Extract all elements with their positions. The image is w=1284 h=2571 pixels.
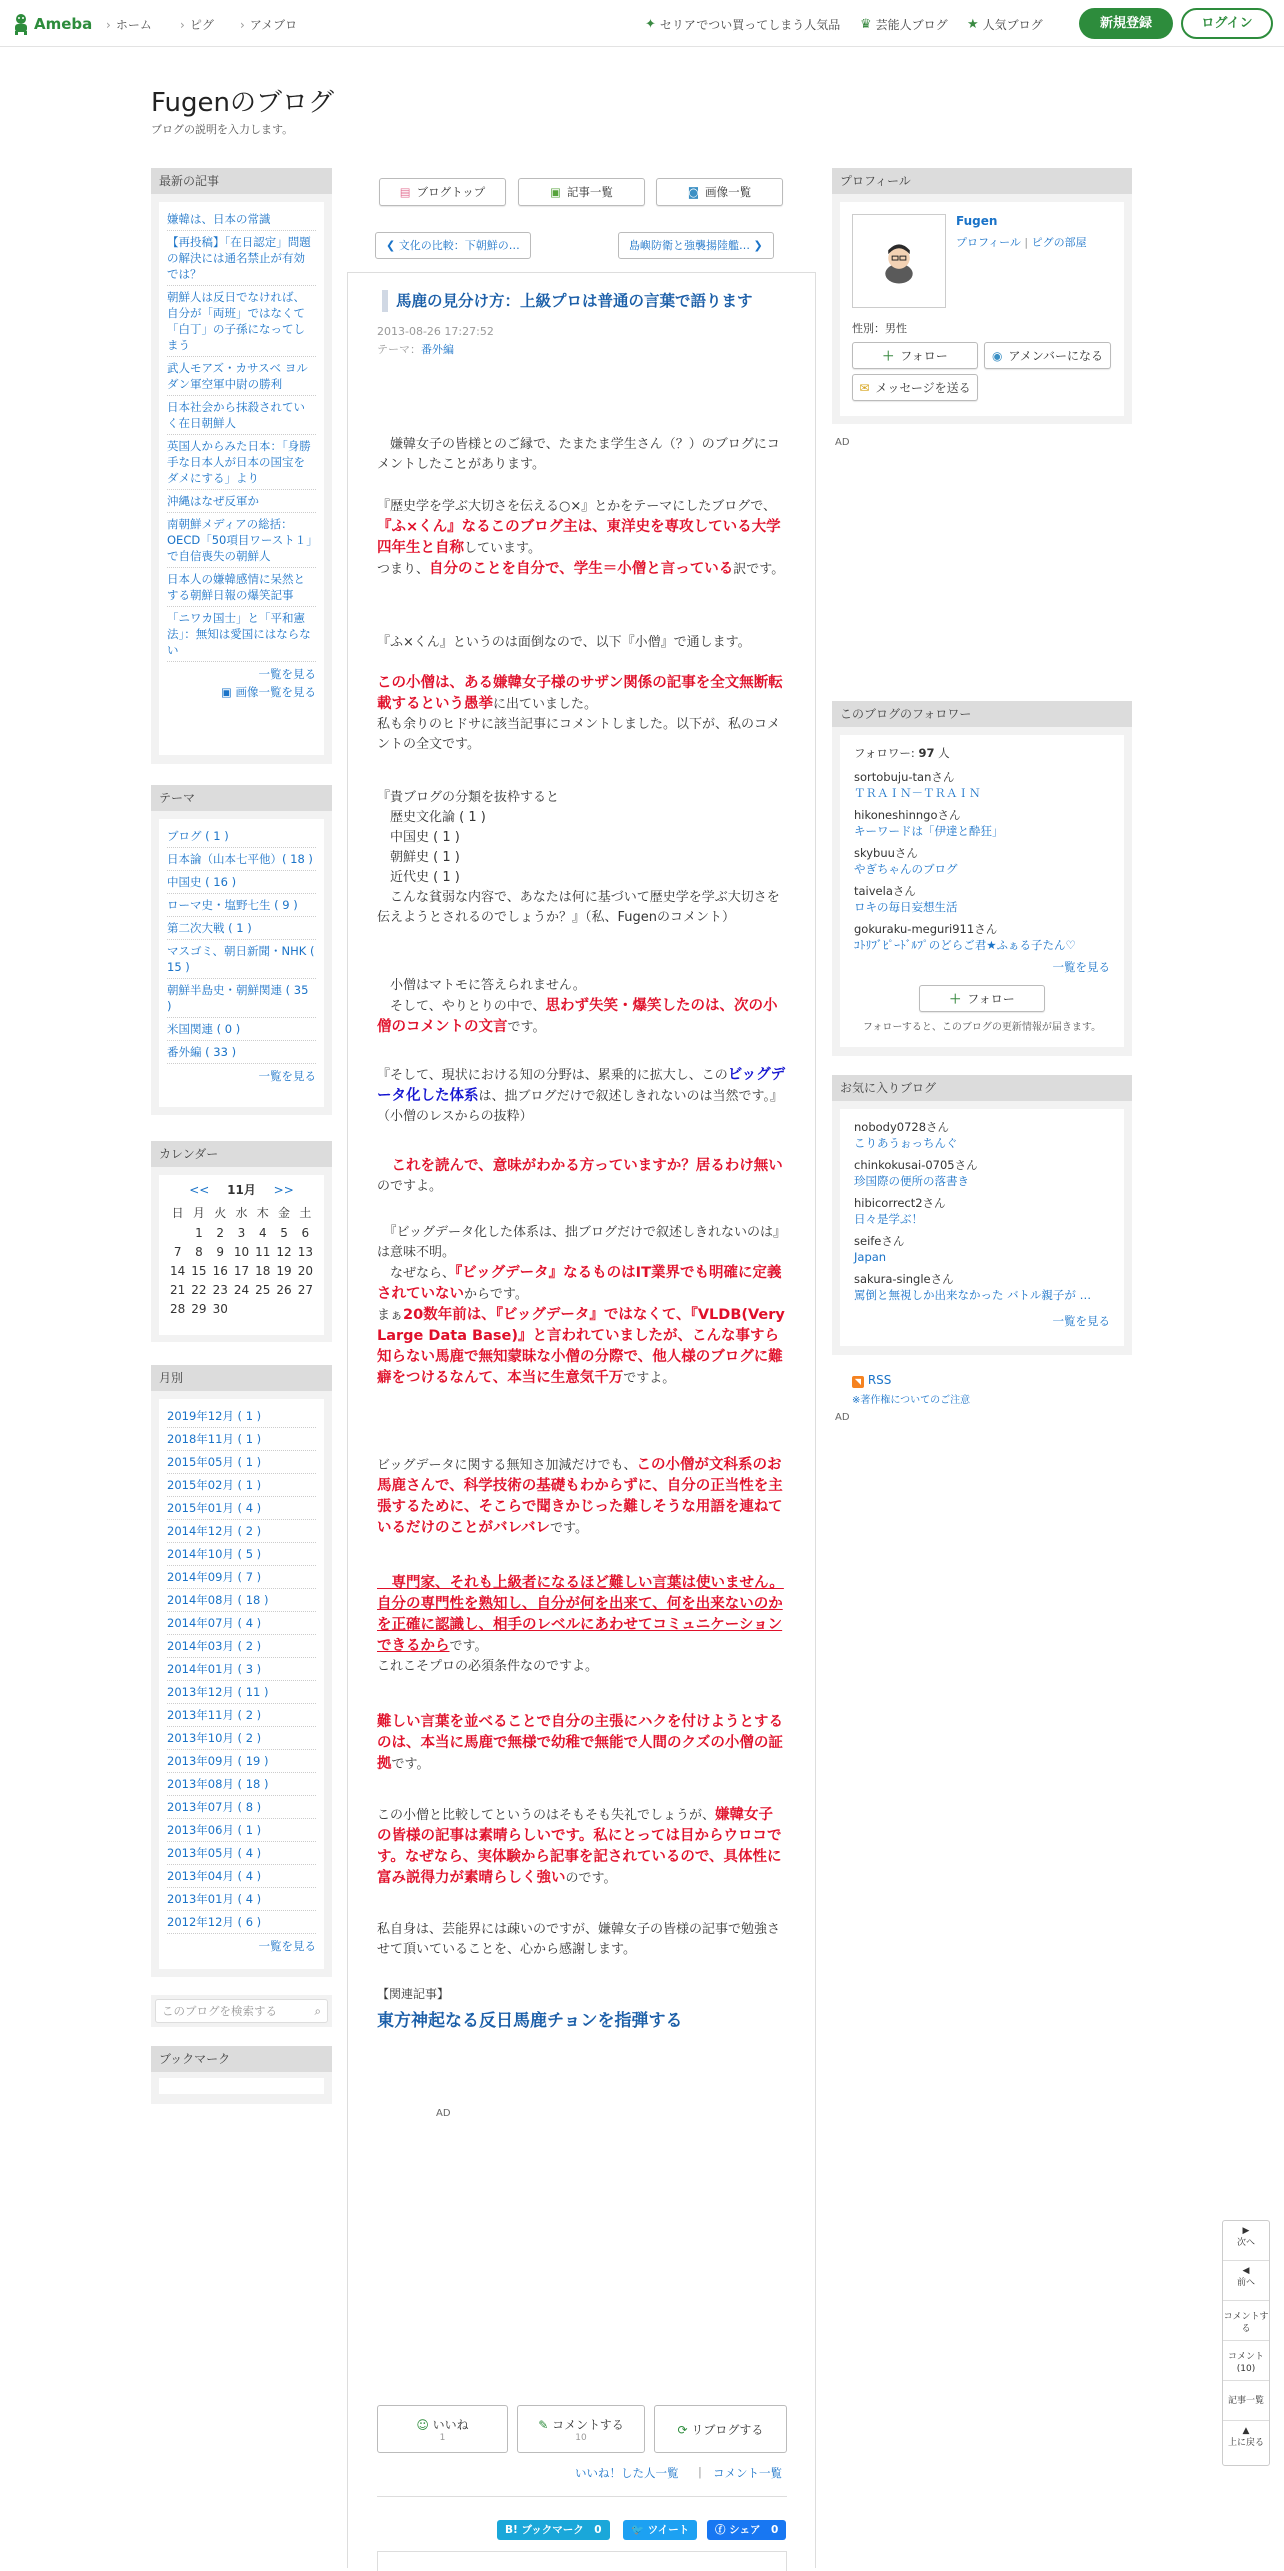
calendar-day <box>295 1302 316 1316</box>
monthly-archive-link[interactable]: 2013年08月 ( 18 ) <box>167 1773 316 1796</box>
calendar-day: 3 <box>237 1226 246 1240</box>
calendar-day: 2 <box>216 1226 225 1240</box>
monthly-archive-link[interactable]: 2013年09月 ( 19 ) <box>167 1750 316 1773</box>
blog-search-input[interactable] <box>155 1999 328 2023</box>
recent-post-link[interactable]: 武人モアズ・カサスベ ヨルダン軍空軍中尉の勝利 <box>167 357 316 396</box>
follower-user: gokuraku-meguri911さん <box>854 922 998 936</box>
nav-pigg[interactable] <box>180 16 214 33</box>
home-icon: ▤ <box>399 185 411 199</box>
comment-label: コメントする <box>552 2417 624 2432</box>
favorite-user: nobody0728さん <box>854 1120 950 1134</box>
side-nav-article-list[interactable] <box>1223 2381 1269 2421</box>
reblog-label: リブログする <box>691 2422 764 2437</box>
monthly-archive-link[interactable]: 2014年10月 ( 5 ) <box>167 1543 316 1566</box>
bookmark-widget <box>151 2046 332 2104</box>
favorite-blog: 罵倒と無視しか出来なかった バトル親子が … <box>854 1288 1092 1302</box>
rss-link[interactable] <box>852 1373 891 1388</box>
themes-widget <box>151 785 332 1115</box>
star-icon: ★ <box>967 17 979 32</box>
calendar-day: 5 <box>280 1226 288 1240</box>
image-list-label: 画像一覧 <box>705 185 752 199</box>
tweet-button[interactable] <box>623 2520 697 2540</box>
divider <box>377 2496 787 2497</box>
rss-icon: ◥ <box>852 1376 864 1388</box>
member-icon: ◉ <box>992 348 1003 363</box>
sparkle-icon: ✦ <box>645 17 656 32</box>
recent-post-link[interactable]: 「ニワカ国士」と「平和憲法」：無知は愛国にはならない <box>167 607 316 662</box>
recent-post-link[interactable]: 南朝鮮メディアの総括：OECD「50項目ワースト１」で自信喪失の朝鮮人 <box>167 513 316 568</box>
plus-icon: ＋ <box>949 992 962 1006</box>
recent-posts-header: 最新の記事 <box>151 168 332 194</box>
calendar-day-header: 水 <box>235 1206 248 1220</box>
follower-item[interactable] <box>854 807 1110 839</box>
chevron-right-icon: › <box>106 18 111 32</box>
blog-search-widget <box>151 1995 332 2027</box>
calendar-day: 26 <box>276 1283 292 1297</box>
article-paragraph: 『そして、現状における知の分野は、累乗的に拡大し、このビッグデータ化した体系は、拙ブログだけで叙述しきれないのは当然です。』（小僧のレスからの抜粋） <box>377 1067 786 1124</box>
follower-item[interactable] <box>854 845 1110 877</box>
calendar-day-header: 木 <box>256 1206 269 1220</box>
followers-header: このブログのフォロワー <box>832 701 1132 727</box>
calendar-day: 8 <box>195 1245 203 1259</box>
calendar-day: 28 <box>170 1302 186 1316</box>
comment-form-card <box>377 2551 787 2571</box>
monthly-archive-link[interactable]: 2013年07月 ( 8 ) <box>167 1796 316 1819</box>
hatena-label: B! ブックマーク <box>505 2524 584 2536</box>
favorite-blog: 珍国際の便所の落書き <box>854 1174 969 1188</box>
blog-description: ブログの説明を入力します。 <box>151 123 294 136</box>
favorite-blog: Japan <box>854 1250 887 1264</box>
follower-count-value: 97 <box>918 746 935 760</box>
related-articles-label: 【関連記事】 <box>377 1987 450 2001</box>
calendar-day: 27 <box>297 1283 313 1297</box>
favorite-blog-item[interactable] <box>854 1233 1110 1265</box>
follower-count <box>854 745 1110 761</box>
image-list-more-link[interactable] <box>167 684 316 702</box>
nav-popular-label: 人気ブログ <box>982 18 1043 32</box>
monthly-archive-link[interactable]: 2013年11月 ( 2 ) <box>167 1704 316 1727</box>
follower-count-label: フォロワー: <box>854 746 915 760</box>
play-right-icon: ▶ <box>1242 2226 1250 2236</box>
recent-posts-more-link[interactable]: 一覧を見る <box>258 667 316 681</box>
calendar-day: 23 <box>212 1283 228 1297</box>
triangle-up-icon: ▲ <box>1242 2426 1250 2436</box>
theme-link[interactable]: 第二次大戦 ( 1 ) <box>167 917 316 940</box>
tweet-label: ツイート <box>647 2524 690 2536</box>
document-list-icon: ▣ <box>550 185 561 199</box>
article-paragraph: 『ふ×くん』というのは面倒なので、以下『小僧』で通します。 <box>377 635 751 650</box>
reblog-button[interactable] <box>654 2405 787 2453</box>
chevron-right-icon: › <box>240 18 245 32</box>
nav-home[interactable] <box>106 16 152 33</box>
nav-pigg-label: ピグ <box>189 18 214 32</box>
monthly-archive-link[interactable]: 2014年07月 ( 4 ) <box>167 1612 316 1635</box>
calendar-day <box>273 1302 294 1316</box>
monthly-archive-link[interactable]: 2015年01月 ( 4 ) <box>167 1497 316 1520</box>
follower-blog: ロキの毎日妄想生活 <box>854 900 958 914</box>
follow-note: フォローすると、このブログの更新情報が届きます。 <box>862 1022 1102 1033</box>
follow-button[interactable] <box>852 342 978 369</box>
next-article-label: 島嶼防衛と強襲揚陸艦… <box>629 239 750 252</box>
calendar-day: 21 <box>170 1283 186 1297</box>
follower-blog: ＴＲＡＩＮ－ＴＲＡＩＮ <box>854 786 981 800</box>
favorite-user: hibicorrect2さん <box>854 1196 946 1210</box>
favorite-blog-item[interactable] <box>854 1119 1110 1151</box>
ad-label: AD <box>436 2108 451 2119</box>
calendar-day: 24 <box>233 1283 250 1297</box>
blog-top-button[interactable] <box>379 178 506 206</box>
side-nav-comment-label: コメントする <box>1223 2312 1269 2334</box>
chevron-right-icon: ❯ <box>750 239 763 252</box>
ad-label: AD <box>835 1412 850 1423</box>
liked-users-link[interactable]: いいね！した人一覧 <box>575 2466 679 2480</box>
follower-blog: やぎちゃんのブログ <box>854 862 958 876</box>
calendar-day <box>252 1302 273 1316</box>
calendar-month: 11月 <box>227 1183 256 1197</box>
recent-post-link[interactable]: 日本社会から抹殺されていく在日朝鮮人 <box>167 396 316 435</box>
article-list-button[interactable] <box>518 178 645 206</box>
facebook-icon: ⓕ <box>715 2524 730 2536</box>
calendar-prev-month[interactable]: << <box>189 1183 210 1197</box>
calendar-day-header: 土 <box>299 1206 312 1220</box>
link-separator: | <box>698 2465 702 2479</box>
monthly-archive-link[interactable]: 2014年12月 ( 2 ) <box>167 1520 316 1543</box>
article-container <box>347 272 816 2568</box>
followers-widget <box>832 701 1132 1056</box>
image-icon: ▣ <box>220 685 236 699</box>
message-label: メッセージを送る <box>875 381 971 395</box>
related-article-link[interactable]: 東方神起なる反日馬鹿チョンを指弾する <box>377 2011 683 2031</box>
next-article-link[interactable] <box>618 232 774 259</box>
follower-user: hikoneshinngoさん <box>854 808 961 822</box>
side-nav-article-list-label: 記事一覧 <box>1227 2396 1264 2406</box>
send-message-button[interactable] <box>852 374 978 401</box>
side-nav-next-label: 次へ <box>1236 2238 1255 2248</box>
article-theme <box>377 341 454 357</box>
monthly-archive-link[interactable]: 2013年06月 ( 1 ) <box>167 1819 316 1842</box>
comment-icon: ✎ <box>538 2417 553 2432</box>
calendar-day: 7 <box>173 1245 182 1259</box>
monthly-more-link[interactable]: 一覧を見る <box>258 1939 316 1953</box>
calendar-day <box>231 1302 252 1316</box>
monthly-archive-link[interactable]: 2013年04月 ( 4 ) <box>167 1865 316 1888</box>
ameba-logo-icon <box>12 13 30 35</box>
theme-link[interactable]: ブログ ( 1 ) <box>167 825 316 848</box>
calendar-day: 25 <box>255 1283 271 1297</box>
favorite-user: chinkokusai-0705さん <box>854 1158 978 1172</box>
recent-post-link[interactable]: 英国人からみた日本：「身勝手な日本人が日本の国宝をダメにする」より <box>167 435 316 490</box>
monthly-archive-link[interactable]: 2015年05月 ( 1 ) <box>167 1451 316 1474</box>
nav-celebrity-blogs[interactable] <box>860 16 948 33</box>
comment-button[interactable] <box>517 2405 645 2453</box>
favorite-user: seifeさん <box>854 1234 905 1248</box>
favorite-blog: 日々是学ぶ！ <box>854 1212 923 1226</box>
calendar-day: 13 <box>297 1245 313 1259</box>
follow-label: フォロー <box>967 992 1015 1006</box>
side-nav-top-label: 上に戻る <box>1227 2438 1264 2448</box>
recent-post-link[interactable]: 朝鮮人は反日でなければ、自分が「両班」ではなくて「白丁」の子孫になってしまう <box>167 286 316 357</box>
fb-share-label: シェア <box>729 2524 761 2536</box>
ameba-logo-text: Ameba <box>34 15 93 33</box>
article-paragraph: 私自身は、芸能界には疎いのですが、嫌韓女子の皆様の記事で勉強させて頂いていることを、心から感謝します。 <box>377 1922 781 1957</box>
calendar-day-header: 日 <box>171 1206 184 1220</box>
calendar-day-header: 火 <box>214 1206 227 1220</box>
play-left-icon: ◀ <box>1242 2266 1250 2276</box>
favorite-blog-item[interactable] <box>854 1271 1110 1303</box>
recent-post-link[interactable]: 日本人の嫌韓感情に呆然とする朝鮮日報の爆笑記事 <box>167 568 316 607</box>
profile-name[interactable]: Fugen <box>956 214 998 228</box>
follower-item[interactable] <box>854 769 1110 801</box>
monthly-archive-header: 月別 <box>151 1365 332 1391</box>
calendar-day: 10 <box>233 1245 250 1259</box>
reblog-icon: ⟳ <box>677 2422 692 2437</box>
calendar-day: 1 <box>195 1226 203 1240</box>
article-paragraph: 小僧はマトモに答えられません。 そして、やりとりの中で、思わず失笑・爆笑したのは、次の小僧のコメントの文言です。 <box>377 978 778 1035</box>
calendar-day-header: 月 <box>192 1206 205 1220</box>
monthly-archive-link[interactable]: 2013年10月 ( 2 ) <box>167 1727 316 1750</box>
nav-home-label: ホーム <box>115 18 152 32</box>
smile-icon: ☺ <box>416 2417 433 2432</box>
calendar-day: 16 <box>212 1264 228 1278</box>
theme-link[interactable]: 日本論（山本七平他）( 18 ) <box>167 848 316 871</box>
profile-header: プロフィール <box>832 168 1132 194</box>
article-paragraph: 『ビッグデータ化した体系は、拙ブログだけで叙述しきれないのは』は意味不明。 なぜなら、『ビッグデータ』なるものはIT業界でも明確に定義されていないからです。 まぁ20数年前は、『ビッグデータ』ではなくて、『VLDB(Very Large Data Base)』と言われていましたが、こんな事すら知らない馬鹿で無知蒙昧な小僧の分際で、他人様のブログに難癖をつけるなんて、本当に生意気千万ですよ。 <box>377 1225 786 1386</box>
follower-blog: キーワードは「伊達と酔狂」 <box>854 824 1004 838</box>
recent-post-link[interactable]: 嫌韓は、日本の常識 <box>167 208 316 231</box>
monthly-archive-link[interactable]: 2018年11月 ( 1 ) <box>167 1428 316 1451</box>
calendar-day: 20 <box>297 1264 313 1278</box>
global-header <box>0 0 1284 47</box>
article-paragraph: 専門家、それも上級者になるほど難しい言葉は使いません。自分の専門性を熟知し、自分が何を出来て、何を出来ないのかを正確に認識し、相手のレベルにあわせてコミュニケーションできるからです。 これこそプロの必須条件なのですよ。 <box>377 1575 784 1674</box>
fb-share-count: 0 <box>770 2524 779 2536</box>
hatena-bookmark-button[interactable] <box>497 2520 610 2540</box>
calendar-day: 12 <box>276 1245 292 1259</box>
article-list-label: 記事一覧 <box>566 185 613 199</box>
side-nav-prev-label: 前へ <box>1236 2278 1255 2288</box>
follower-count-unit: 人 <box>938 746 950 760</box>
calendar-day: 9 <box>216 1245 225 1259</box>
chevron-right-icon: › <box>180 18 185 32</box>
side-nav-prev[interactable] <box>1223 2261 1269 2301</box>
article-title[interactable]: 馬鹿の見分け方：上級プロは普通の言葉で語ります <box>382 290 782 312</box>
calendar-day: 6 <box>301 1226 310 1240</box>
calendar-day: 30 <box>212 1302 228 1316</box>
follow-button-2[interactable] <box>919 985 1045 1012</box>
article-theme-label: テーマ： <box>377 343 421 356</box>
monthly-archive-link[interactable]: 2014年09月 ( 7 ) <box>167 1566 316 1589</box>
theme-link[interactable]: 朝鮮半島史・朝鮮関連 ( 35 ) <box>167 979 316 1018</box>
nav-celebrity-label: 芸能人ブログ <box>875 18 948 32</box>
themes-header: テーマ <box>151 785 332 811</box>
calendar-day: 17 <box>233 1264 250 1278</box>
article-paragraph: 難しい言葉を並べることで自分の主張にハクを付けようとするのは、本当に馬鹿で無様で幼稚で無能で人間のクズの小僧の証拠です。 <box>377 1714 783 1772</box>
favorite-blogs-widget <box>832 1075 1132 1355</box>
article-date: 2013-08-26 17:27:52 <box>377 325 494 338</box>
side-nav-comment[interactable] <box>1223 2301 1269 2341</box>
theme-link[interactable]: 番外編 ( 33 ) <box>167 1041 316 1064</box>
follower-user: sortobuju-tanさん <box>854 770 955 784</box>
follower-user: taivelaさん <box>854 884 916 898</box>
monthly-archive-link[interactable]: 2014年03月 ( 2 ) <box>167 1635 316 1658</box>
avatar-image <box>853 215 945 307</box>
search-icon[interactable]: ⌕ <box>314 2004 321 2018</box>
favorite-blog-item[interactable] <box>854 1195 1110 1227</box>
nav-trending-label: セリアでつい買ってしまう人気品 <box>659 18 841 32</box>
pigg-room-link[interactable]: ピグの部屋 <box>1031 236 1087 249</box>
monthly-archive-link[interactable]: 2012年12月 ( 6 ) <box>167 1911 316 1934</box>
monthly-archive-link[interactable]: 2013年05月 ( 4 ) <box>167 1842 316 1865</box>
monthly-archive-link[interactable]: 2014年01月 ( 3 ) <box>167 1658 316 1681</box>
follow-label: フォロー <box>900 349 948 363</box>
calendar-day: 15 <box>191 1264 207 1278</box>
monthly-archive-link[interactable]: 2014年08月 ( 18 ) <box>167 1589 316 1612</box>
camera-icon: ◙ <box>687 185 700 199</box>
calendar-widget <box>151 1141 332 1342</box>
prev-article-label: 文化の比較：下朝鮮の… <box>398 239 520 252</box>
favorite-blogs-more-link[interactable]: 一覧を見る <box>1052 1314 1110 1328</box>
image-list-more-label: 画像一覧を見る <box>235 685 316 699</box>
hatena-count: 0 <box>594 2524 602 2536</box>
copyright-note-link[interactable]: ※著作権についてのご注意 <box>852 1395 971 1406</box>
envelope-icon: ✉ <box>859 380 870 395</box>
follower-item[interactable] <box>854 883 1110 915</box>
ameba-logo[interactable] <box>12 13 92 35</box>
follower-item[interactable] <box>854 921 1110 953</box>
twitter-icon: 🐦 <box>631 2524 648 2536</box>
follower-blog: ｺﾄﾘﾌﾞﾋﾟｰﾄﾞﾙﾌﾟのどらご君★ふぁる子たん♡ <box>854 938 1076 952</box>
facebook-share-button[interactable] <box>707 2520 786 2540</box>
calendar-header: カレンダー <box>151 1141 332 1167</box>
signup-button[interactable]: 新規登録 <box>1079 8 1173 39</box>
theme-link[interactable]: 米国関連 ( 0 ) <box>167 1018 316 1041</box>
theme-link[interactable]: ローマ史・塩野七生 ( 9 ) <box>167 894 316 917</box>
monthly-archive-widget <box>151 1365 332 1977</box>
member-label: アメンバーになる <box>1008 349 1103 363</box>
side-nav-back-to-top[interactable] <box>1223 2421 1269 2461</box>
blog-title[interactable]: Fugenのブログ <box>151 88 334 118</box>
recent-post-link[interactable]: 沖縄はなぜ反軍か <box>167 490 316 513</box>
side-nav-next[interactable] <box>1223 2221 1269 2261</box>
crown-icon: ♛ <box>860 17 872 32</box>
login-button[interactable]: ログイン <box>1181 8 1273 39</box>
side-nav-comment-count-label: コメント(10) <box>1227 2352 1264 2374</box>
nav-popular-blogs[interactable] <box>967 16 1043 33</box>
calendar-day: 11 <box>255 1245 271 1259</box>
profile-link[interactable]: プロフィール <box>956 236 1021 249</box>
favorite-blogs-header: お気に入りブログ <box>832 1075 1132 1101</box>
profile-links: プロフィール | ピグの部屋 <box>956 236 1087 249</box>
blog-top-label: ブログトップ <box>416 185 486 199</box>
nav-ameblo[interactable] <box>240 16 297 33</box>
calendar-day-header: 金 <box>278 1206 291 1220</box>
search-placeholder: このブログを検索する <box>162 2004 277 2018</box>
monthly-archive-link[interactable]: 2013年12月 ( 11 ) <box>167 1681 316 1704</box>
monthly-archive-link[interactable]: 2013年01月 ( 4 ) <box>167 1888 316 1911</box>
article-paragraph: これを読んで、意味がわかる方っていますか？居るわけ無いのですよ。 <box>377 1158 783 1194</box>
article-paragraph: 『貴ブログの分類を抜枠すると 歴史文化論 ( 1 ) 中国史 ( 1 ) 朝鮮史 ( 1 ) 近代史 ( 1 ) こんな貧弱な内容で、あなたは何に基づいて歴史学を学ぶ大切さを伝えようとされるのでしょうか？』（私、Fugenのコメント） <box>377 790 780 925</box>
article-paragraph: この小僧と比較してというのはそもそも失礼でしょうが、嫌韓女子の皆様の記事は素晴らしいです。私にとっては目からウロコです。なぜなら、実体験から記事を記されているので、具体性に富み説得力が素晴らしく強いのです。 <box>377 1807 782 1886</box>
avatar[interactable] <box>852 214 946 308</box>
themes-more-link[interactable]: 一覧を見る <box>258 1069 316 1083</box>
calendar-day: 22 <box>191 1283 207 1297</box>
nav-trending-topic[interactable] <box>645 16 840 33</box>
theme-link[interactable]: マスゴミ、朝日新聞・NHK ( 15 ) <box>167 940 316 979</box>
image-list-button[interactable] <box>656 178 783 206</box>
bookmark-header: ブックマーク <box>151 2046 332 2072</box>
article-theme-link[interactable]: 番外編 <box>421 343 454 356</box>
floating-side-nav <box>1222 2220 1270 2466</box>
like-button[interactable] <box>377 2405 508 2453</box>
favorite-blog: こりあうぉっちんぐ <box>854 1136 958 1150</box>
plus-icon: ＋ <box>882 349 895 363</box>
article-paragraph: この小僧は、ある嫌韓女子様のサザン関係の記事を全文無断転載するという愚挙に出ていました。 私も余りのヒドサに該当記事にコメントしました。以下が、私のコメントの全文です。 <box>377 675 783 752</box>
calendar-day: 29 <box>191 1302 207 1316</box>
calendar-day: 18 <box>255 1264 271 1278</box>
chevron-left-icon: ❮ <box>386 239 399 252</box>
comment-list-link[interactable]: コメント一覧 <box>713 2466 782 2480</box>
calendar-next-month[interactable]: >> <box>273 1183 294 1197</box>
favorite-blog-item[interactable] <box>854 1157 1110 1189</box>
like-label: いいね <box>432 2417 469 2432</box>
theme-link[interactable]: 中国史 ( 16 ) <box>167 871 316 894</box>
monthly-archive-link[interactable]: 2015年02月 ( 1 ) <box>167 1474 316 1497</box>
prev-article-link[interactable] <box>375 232 531 259</box>
comment-count: 10 <box>575 2432 587 2443</box>
rss-label: RSS <box>867 1373 892 1387</box>
profile-gender: 性別：男性 <box>852 322 907 335</box>
favorite-user: sakura-singleさん <box>854 1272 954 1286</box>
article-paragraph: 『歴史学を学ぶ大切さを伝える○×』とかをテーマにしたブログで、『ふ×くん』なるこのブログ主は、東洋史を専攻している大学四年生と自称しています。 つまり、自分のことを自分で、学生＝小僧と言っている訳です。 <box>377 499 785 577</box>
article-paragraph: 嫌韓女子の皆様とのご縁で、たまたま学生さん（？）のブログにコメントしたことがあります。 <box>377 437 780 472</box>
followers-more-link[interactable]: 一覧を見る <box>1052 960 1110 974</box>
monthly-archive-link[interactable]: 2019年12月 ( 1 ) <box>167 1405 316 1428</box>
monthly-archive-list <box>167 1405 316 1934</box>
calendar-day: 14 <box>170 1264 186 1278</box>
recent-posts-widget <box>151 168 332 764</box>
calendar-day: 4 <box>258 1226 267 1240</box>
calendar-day <box>167 1226 188 1240</box>
calendar-grid <box>167 1204 316 1316</box>
like-count: 1 <box>439 2432 446 2443</box>
follower-user: skybuuさん <box>854 846 918 860</box>
ad-label: AD <box>835 437 850 448</box>
article-paragraph: ビッグデータに関する無知さ加減だけでも、この小僧が文科系のお馬鹿さんで、科学技術の基礎もわからずに、自分の正当性を主張するために、そこらで聞きかじった難しそうな用語を連ねているだけのことがバレバレです。 <box>377 1457 783 1536</box>
recent-post-link[interactable]: 【再投稿】「在日認定」問題の解決には通名禁止が有効では？ <box>167 231 316 286</box>
side-nav-comment-count[interactable] <box>1223 2341 1269 2381</box>
become-member-button[interactable] <box>984 342 1111 369</box>
calendar-day: 19 <box>276 1264 292 1278</box>
nav-ameblo-label: アメブロ <box>249 18 298 32</box>
